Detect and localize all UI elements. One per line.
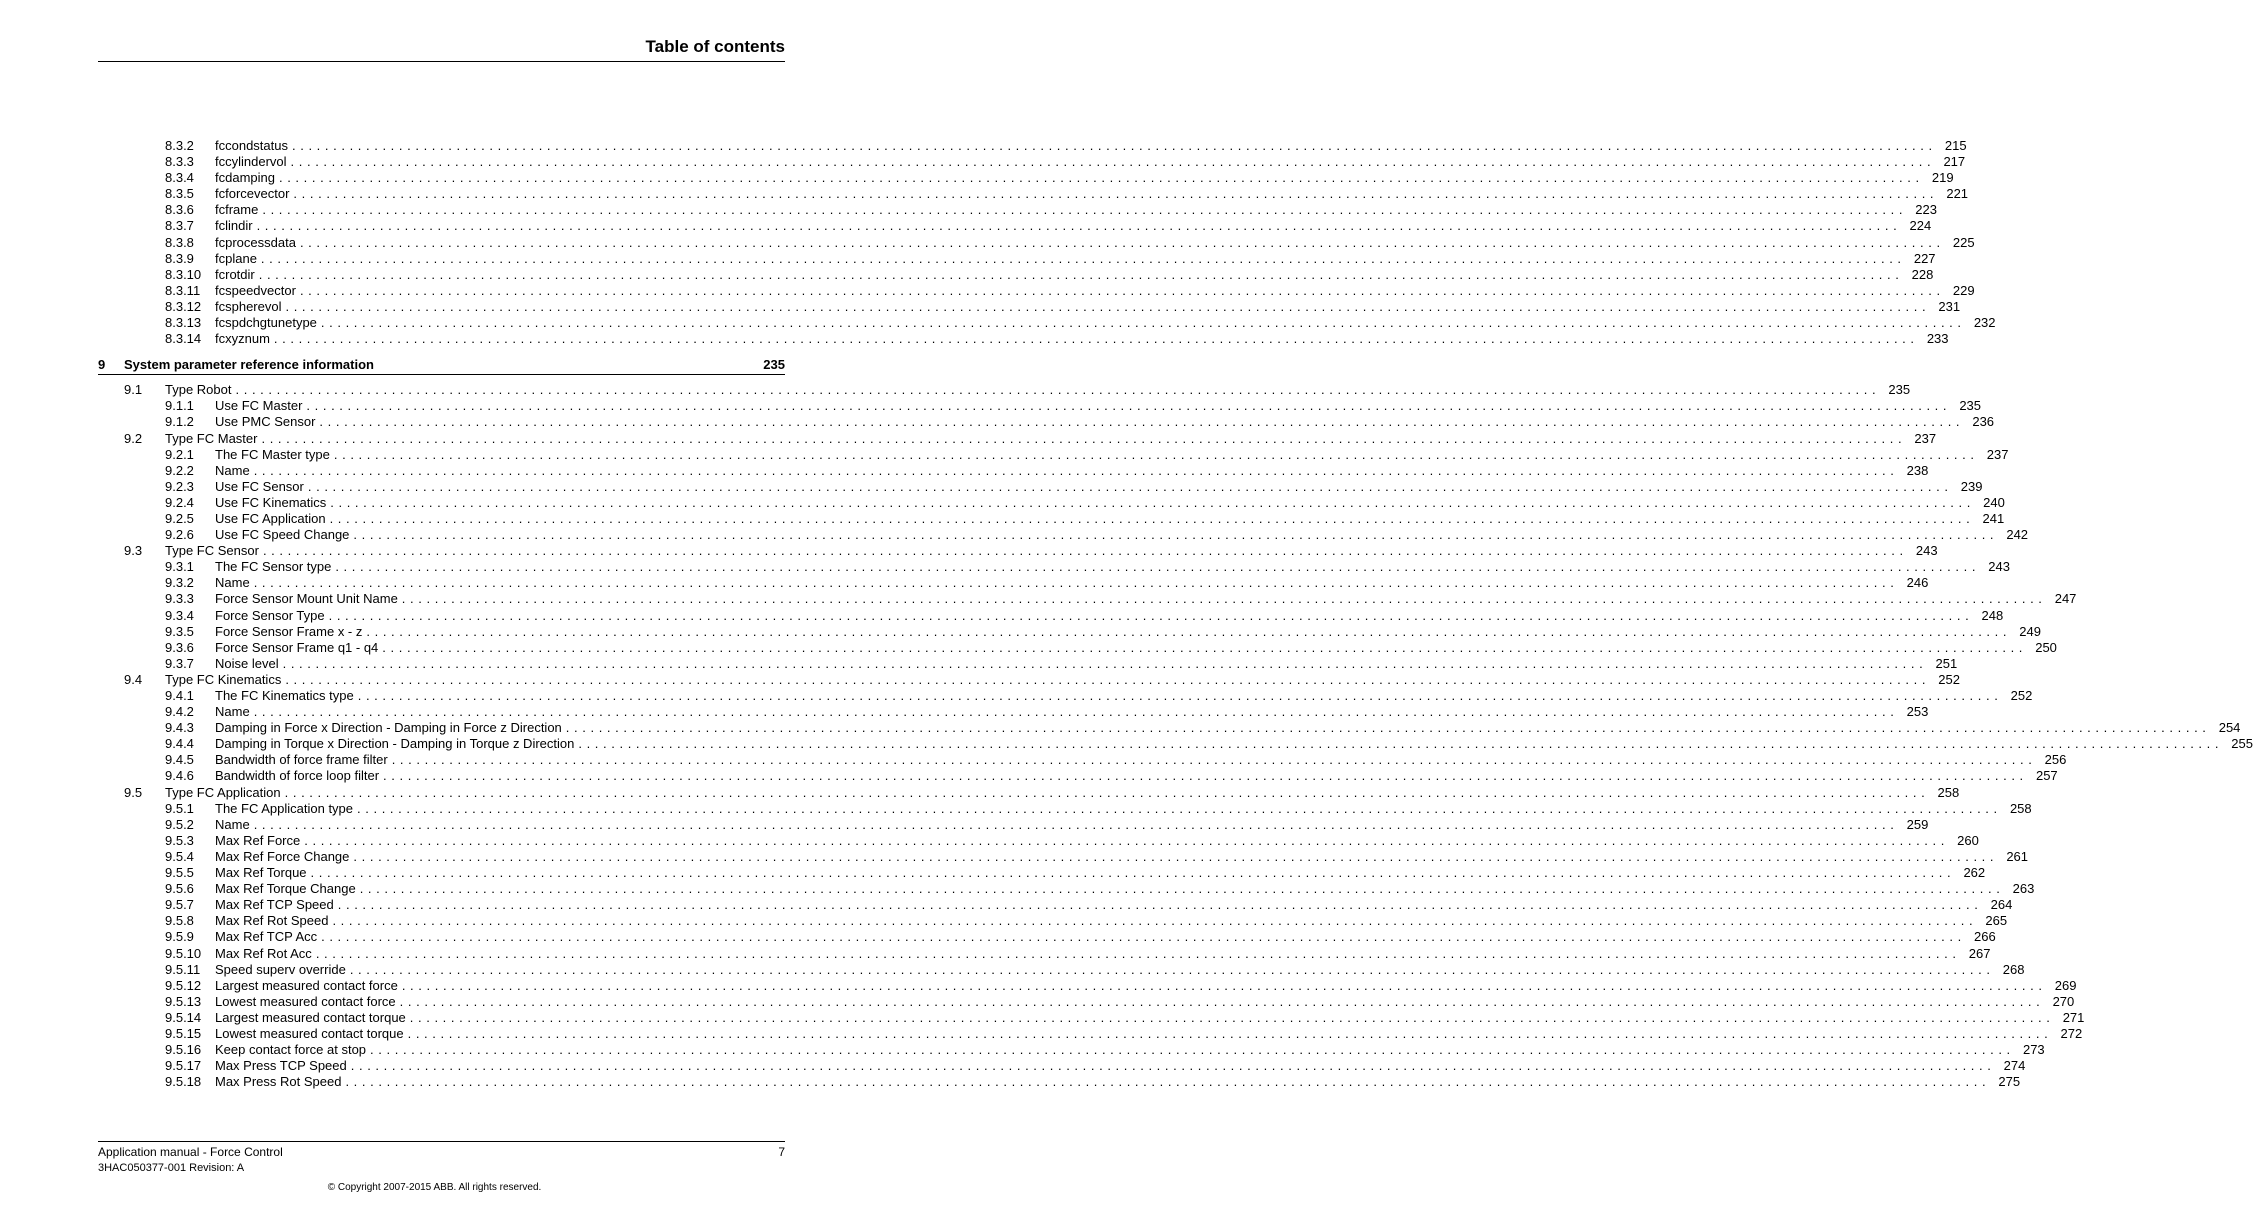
toc-row[interactable] (98, 1042, 2045, 1058)
toc-entry-title: Bandwidth of force loop filter (215, 768, 383, 784)
toc-entry-title: fccondstatus (215, 138, 292, 154)
toc-section-number: 9.5.2 (165, 816, 194, 832)
toc-entry-title: fcxyznum (215, 331, 274, 347)
toc-page-number: 247 (2054, 591, 2077, 607)
toc-section-number: 9.5.12 (165, 977, 202, 993)
toc-page-number: 237 (1914, 430, 1937, 446)
toc-row[interactable] (98, 752, 2067, 768)
toc-dot-leader: . . . . . . . . . . . . . . . . . . . . . . . . . . . . . . . . . . . . . . . . . . . . . . . . . . . . . . . . . . . . . . . . . . . . . . . . . . . . . . . . . . . . . . . . . . . . . . . . . . . . . . . . . . . . . . . . . . . . . . . . . . . . . . . . . . . . . . . . . . . . . . . . . . . . . . . . . . . . . . . . . . . . . . . . . . . . . . . . . . . . . . . . . . . . . . . . . . . . . . . . (299, 234, 1941, 250)
toc-entry-title: Max Press TCP Speed (215, 1058, 351, 1074)
toc-row[interactable] (98, 154, 1966, 170)
toc-page-number: 221 (1946, 186, 1969, 202)
toc-dot-leader: . . . . . . . . . . . . . . . . . . . . . . . . . . . . . . . . . . . . . . . . . . . . . . . . . . . . . . . . . . . . . . . . . . . . . . . . . . . . . . . . . . . . . . . . . . . . . . . . . . . . . . . . . . . . . . . . . . . . . . . . . . . . . . . . . . . . . . . . . . . . . . . . . . . . . . . . . . . . . . . . . . . . . . . . . . . . . . . . . . . . . . . . . . . . . . . . . . . . . . . . (304, 832, 1945, 848)
toc-dot-leader: . . . . . . . . . . . . . . . . . . . . . . . . . . . . . . . . . . . . . . . . . . . . . . . . . . . . . . . . . . . . . . . . . . . . . . . . . . . . . . . . . . . . . . . . . . . . . . . . . . . . . . . . . . . . . . . . . . . . . . . . . . . . . . . . . . . . . . . . . . . . . . . . . . . . . . . . . . . . . . . . . . . . . . . . . . . . . . . . . . . . . . . . . . . . . . . . . . . . . . . . (349, 961, 1991, 977)
toc-dot-leader: . . . . . . . . . . . . . . . . . . . . . . . . . . . . . . . . . . . . . . . . . . . . . . . . . . . . . . . . . . . . . . . . . . . . . . . . . . . . . . . . . . . . . . . . . . . . . . . . . . . . . . . . . . . . . . . . . . . . . . . . . . . . . . . . . . . . . . . . . . . . . . . . . . . . . . . . . . . . . . . . . . . . . . . . . . . . . . . . . . . . . . . . . . . . . . . . . . . . . . . . (330, 494, 1971, 510)
toc-entry-title: fcframe (215, 202, 262, 218)
toc-page-number: 223 (1915, 202, 1937, 218)
toc-page-number: 252 (2010, 688, 2033, 703)
toc-row[interactable] (98, 736, 2253, 752)
toc-dot-leader: . . . . . . . . . . . . . . . . . . . . . . . . . . . . . . . . . . . . . . . . . . . . . . . . . . . . . . . . . . . . . . . . . . . . . . . . . . . . . . . . . . . . . . . . . . . . . . . . . . . . . . . . . . . . . . . . . . . . . . . . . . . . . . . . . . . . . . . . . . . . . . . . . . . . . . . . . . . . . . . . . . . . . . . . . . . . . . . . . . . . . . . . . . . . . . . . . . . . . . . . (407, 1025, 2049, 1041)
toc-section-number: 8.3.11 (165, 282, 201, 298)
toc-entry-title: The FC Kinematics type (215, 688, 358, 704)
toc-entry-title: Type FC Sensor (165, 543, 263, 559)
toc-section-number: 9.4.5 (165, 752, 194, 768)
toc-entry-title: Force Sensor Frame q1 - q4 (215, 640, 382, 656)
toc-row[interactable] (98, 945, 1991, 962)
toc-page-number: 224 (1909, 218, 1932, 234)
toc-entry-title: Largest measured contact torque (215, 1010, 410, 1026)
toc-section-number: 9.1.2 (165, 414, 194, 430)
toc-dot-leader: . . . . . . . . . . . . . . . . . . . . . . . . . . . . . . . . . . . . . . . . . . . . . . . . . . . . . . . . . . . . . . . . . . . . . . . . . . . . . . . . . . . . . . . . . . . . . . . . . . . . . . . . . . . . . . . . . . . . . . . . . . . . . . . . . . . . . . . . . . . . . . . . . . . . . . . . . . . . . . . . . . . . . . . . . . . . . . . . . . . . . . . . . . . . . . . . . . . . . . . . (262, 202, 1903, 218)
toc-dot-leader: . . . . . . . . . . . . . . . . . . . . . . . . . . . . . . . . . . . . . . . . . . . . . . . . . . . . . . . . . . . . . . . . . . . . . . . . . . . . . . . . . . . . . . . . . . . . . . . . . . . . . . . . . . . . . . . . . . . . . . . . . . . . . . . . . . . . . . . . . . . . . . . . . . . . . . . . . . . . . . . . . . . . . . . . . . . . . . . . . . . . . . . . . . . . . . . . . . . . . . . . (278, 170, 1920, 186)
toc-section-number: 8.3.12 (165, 298, 202, 314)
toc-section-number: 9.4.3 (165, 720, 194, 736)
toc-row[interactable] (98, 1074, 2021, 1090)
toc-section-number: 9.3 (124, 543, 143, 559)
toc-dot-leader: . . . . . . . . . . . . . . . . . . . . . . . . . . . . . . . . . . . . . . . . . . . . . . . . . . . . . . . . . . . . . . . . . . . . . . . . . . . . . . . . . . . . . . . . . . . . . . . . . . . . . . . . . . . . . . . . . . . . . . . . . . . . . . . . . . . . . . . . . . . . . . . . . . . . . . . . . . . . . . . . . . . . . . . . . . . . . . . . . . . . . . . . . . . . . . . . . . . . . . . . (391, 752, 2033, 768)
toc-page-number: 228 (1911, 266, 1934, 282)
toc-section-number: 9.5.10 (165, 945, 202, 961)
toc-page-number: 219 (1931, 170, 1954, 186)
toc-row[interactable] (98, 559, 2010, 575)
toc-row[interactable] (98, 913, 2008, 929)
toc-page-number: 243 (1988, 559, 2010, 575)
toc-entry-title: Type Robot (165, 382, 236, 398)
toc-entry-title: fcprocessdata (215, 235, 300, 251)
toc-page-number: 248 (1981, 607, 2004, 623)
toc-row[interactable] (98, 623, 2041, 640)
toc-entry-title: Use FC Master (215, 398, 306, 414)
toc-entry-title: Use FC Sensor (215, 479, 308, 495)
toc-entry-title: Max Ref TCP Acc (215, 929, 321, 945)
toc-row[interactable] (98, 800, 2032, 817)
toc-page-number: 215 (1944, 138, 1967, 153)
toc-page-number: 274 (2003, 1058, 2026, 1074)
toc-entry-title: Max Ref Force Change (215, 849, 353, 865)
toc-section-number: 8.3.14 (165, 331, 202, 347)
toc-row[interactable] (98, 1009, 2085, 1026)
toc-page-number: 231 (1938, 298, 1961, 314)
toc-section-number: 9 (98, 357, 106, 373)
toc-row[interactable] (98, 961, 2025, 978)
toc-section-number: 8.3.4 (165, 170, 194, 186)
toc-page-number: 258 (2009, 800, 2032, 816)
toc-page-number: 272 (2060, 1025, 2083, 1041)
toc-section-number: 9.5.13 (165, 993, 202, 1009)
toc-section-number: 9.3.1 (165, 559, 194, 575)
toc-page-number: 256 (2044, 752, 2067, 768)
toc-dot-leader: . . . . . . . . . . . . . . . . . . . . . . . . . . . . . . . . . . . . . . . . . . . . . . . . . . . . . . . . . . . . . . . . . . . . . . . . . . . . . . . . . . . . . . . . . . . . . . . . . . . . . . . . . . . . . . . . . . . . . . . . . . . . . . . . . . . . . . . . . . . . . . . . . . . . . . . . . . . . . . . . . . . . . . . . . . . . . . . . . . . . . . . . . . . . . . . . . . . . . . . . (409, 1009, 2051, 1025)
toc-entry-title: Type FC Kinematics (165, 672, 285, 688)
toc-row[interactable] (98, 881, 2035, 897)
toc-entry-title: fcspeedvector (215, 283, 300, 299)
toc-entry-title: fcforcevector (215, 186, 293, 202)
toc-row[interactable] (98, 170, 1954, 186)
toc-entry-title: Damping in Torque x Direction - Damping in Torque z Direction (215, 736, 578, 752)
footer-info (98, 1144, 283, 1176)
header-title: Table of contents (645, 37, 785, 56)
toc-dot-leader: . . . . . . . . . . . . . . . . . . . . . . . . . . . . . . . . . . . . . . . . . . . . . . . . . . . . . . . . . . . . . . . . . . . . . . . . . . . . . . . . . . . . . . . . . . . . . . . . . . . . . . . . . . . . . . . . . . . . . . . . . . . . . . . . . . . . . . . . . . . . . . . . . . . . . . . . . . . . . . . . . . . . . . . . . . . . . . . . . . . . . . . . . . . . . . . . . . . . . . . . (306, 398, 1948, 414)
toc-page-number: 261 (2006, 848, 2029, 864)
toc-section-number: 8.3.7 (165, 218, 194, 234)
toc-section-number: 9.5.6 (165, 881, 194, 897)
toc-section-number: 9.2.3 (165, 478, 194, 494)
toc-page-number: 250 (2035, 639, 2057, 655)
toc-entry-title: Largest measured contact force (215, 978, 402, 994)
toc-page-number: 251 (1935, 655, 1958, 671)
toc-page-number: 265 (1985, 913, 2008, 929)
toc-page-number: 235 (763, 357, 785, 373)
toc-entry-title: Name (215, 463, 254, 479)
page-header (98, 36, 785, 62)
toc-dot-leader: . . . . . . . . . . . . . . . . . . . . . . . . . . . . . . . . . . . . . . . . . . . . . . . . . . . . . . . . . . . . . . . . . . . . . . . . . . . . . . . . . . . . . . . . . . . . . . . . . . . . . . . . . . . . . . . . . . . . . . . . . . . . . . . . . . . . . . . . . . . . . . . . . . . . . . . . . . . . . . . . . . . . . . . . . . . . . . . . . . . . . . . . . . . . . . . . . . . . . . . . (262, 543, 1904, 559)
document-id: 3HAC050377-001 Revision: A (98, 1162, 245, 1174)
toc-dot-leader: . . . . . . . . . . . . . . . . . . . . . . . . . . . . . . . . . . . . . . . . . . . . . . . . . . . . . . . . . . . . . . . . . . . . . . . . . . . . . . . . . . . . . . . . . . . . . . . . . . . . . . . . . . . . . . . . . . . . . . . . . . . . . . . . . . . . . . . . . . . . . . . . . . . . . . . . . . . . . . . . . . . . . . . . . . . . . . . . . . . . . . . . . . . . . . . . . . . . . . . . (350, 1058, 1992, 1074)
toc-page-number: 225 (1952, 234, 1975, 250)
toc-section-number: 8.3.13 (165, 315, 202, 331)
toc-entry-title: Lowest measured contact torque (215, 1026, 408, 1042)
toc-row[interactable] (98, 382, 1911, 398)
toc-page-number: 235 (1888, 382, 1911, 398)
toc-section-number: 9.4.2 (165, 704, 194, 720)
toc-row[interactable] (98, 848, 2029, 865)
toc-dot-leader: . . . . . . . . . . . . . . . . . . . . . . . . . . . . . . . . . . . . . . . . . . . . . . . . . . . . . . . . . . . . . . . . . . . . . . . . . . . . . . . . . . . . . . . . . . . . . . . . . . . . . . . . . . . . . . . . . . . . . . . . . . . . . . . . . . . . . . . . . . . . . . . . . . . . . . . . . . . . . . . . . . . . . . . . . . . . . . . . . . . . . . . . . . . . . . . . . . . . . . . . (337, 897, 1979, 913)
toc-dot-leader: . . . . . . . . . . . . . . . . . . . . . . . . . . . . . . . . . . . . . . . . . . . . . . . . . . . . . . . . . . . . . . . . . . . . . . . . . . . . . . . . . . . . . . . . . . . . . . . . . . . . . . . . . . . . . . . . . . . . . . . . . . . . . . . . . . . . . . . . . . . . . . . . . . . . . . . . . . . . . . . . . . . . . . . . . . . . . . . . . . . . . . . . . . . . . . . . . . . . . . . . (401, 591, 2043, 607)
toc-section-number: 8.3.5 (165, 186, 194, 202)
toc-section-number: 8.3.3 (165, 154, 194, 170)
toc-page-number: 262 (1963, 865, 1986, 881)
toc-row[interactable] (98, 1058, 2026, 1074)
toc-dot-leader: . . . . . . . . . . . . . . . . . . . . . . . . . . . . . . . . . . . . . . . . . . . . . . . . . . . . . . . . . . . . . . . . . . . . . . . . . . . . . . . . . . . . . . . . . . . . . . . . . . . . . . . . . . . . . . . . . . . . . . . . . . . . . . . . . . . . . . . . . . . . . . . . . . . . . . . . . . . . . . . . . . . . . . . . . . . . . . . . . . . . . . . . . . . . . . . . . . . . . . . . (353, 527, 1995, 543)
toc-row[interactable] (98, 266, 1934, 283)
toc-row[interactable] (98, 138, 1967, 154)
toc-page-number: 267 (1968, 945, 1991, 961)
toc-section-number: 9.2.6 (165, 527, 194, 543)
toc-section-number: 9.2.1 (165, 446, 194, 462)
toc-page-number: 235 (1959, 398, 1982, 414)
toc-dot-leader: . . . . . . . . . . . . . . . . . . . . . . . . . . . . . . . . . . . . . . . . . . . . . . . . . . . . . . . . . . . . . . . . . . . . . . . . . . . . . . . . . . . . . . . . . . . . . . . . . . . . . . . . . . . . . . . . . . . . . . . . . . . . . . . . . . . . . . . . . . . . . . . . . . . . . . . . . . . . . . . . . . . . . . . . . . . . . . . . . . . . . . . . . . . . . . . . . . . . . . . . (345, 1074, 1987, 1090)
toc-section-number: 9.2.5 (165, 510, 194, 526)
toc-dot-leader: . . . . . . . . . . . . . . . . . . . . . . . . . . . . . . . . . . . . . . . . . . . . . . . . . . . . . . . . . . . . . . . . . . . . . . . . . . . . . . . . . . . . . . . . . . . . . . . . . . . . . . . . . . . . . . . . . . . . . . . . . . . . . . . . . . . . . . . . . . . . . . . . . . . . . . . . . . . . . . . . . . . . . . . . . . . . . . . . . . . . . . . . . . . . . . . . . . . . . . . . (284, 784, 1926, 800)
toc-row[interactable] (98, 315, 1996, 331)
toc-dot-leader: . . . . . . . . . . . . . . . . . . . . . . . . . . . . . . . . . . . . . . . . . . . . . . . . . . . . . . . . . . . . . . . . . . . . . . . . . . . . . . . . . . . . . . . . . . . . . . . . . . . . . . . . . . . . . . . . . . . . . . . . . . . . . . . . . . . . . . . . . . . . . . . . . . . . . . . . . . . . . . . . . . . . . . . . . . . . . . . . . . . . . . . . . . . . . . . . . . . . . . . . (307, 478, 1949, 494)
toc-section-number: 9.5.9 (165, 929, 194, 945)
toc-page-number: 269 (2054, 977, 2077, 993)
toc-row[interactable] (98, 993, 2075, 1010)
toc-page-number: 273 (2022, 1042, 2045, 1058)
toc-entry-title: Noise level (215, 656, 283, 672)
toc-dot-leader: . . . . . . . . . . . . . . . . . . . . . . . . . . . . . . . . . . . . . . . . . . . . . . . . . . . . . . . . . . . . . . . . . . . . . . . . . . . . . . . . . . . . . . . . . . . . . . . . . . . . . . . . . . . . . . . . . . . . . . . . . . . . . . . . . . . . . . . . . . . . . . . . . . . . . . . . . . . . . . . . . . . . . . . . . . . . . . . . . . . . . . . . . . . . . . . . . . . . . . . . (253, 704, 1895, 720)
toc-section-number: 9.4.1 (165, 688, 194, 703)
toc-row[interactable] (98, 298, 1961, 315)
toc-dot-leader: . . . . . . . . . . . . . . . . . . . . . . . . . . . . . . . . . . . . . . . . . . . . . . . . . . . . . . . . . . . . . . . . . . . . . . . . . . . . . . . . . . . . . . . . . . . . . . . . . . . . . . . . . . . . . . . . . . . . . . . . . . . . . . . . . . . . . . . . . . . . . . . . . . . . . . . . . . . . . . . . . . . . . . . . . . . . . . . . . . . . . . . . . . . . . . . . . . . . . . . . (282, 655, 1924, 671)
toc-dot-leader: . . . . . . . . . . . . . . . . . . . . . . . . . . . . . . . . . . . . . . . . . . . . . . . . . . . . . . . . . . . . . . . . . . . . . . . . . . . . . . . . . . . . . . . . . . . . . . . . . . . . . . . . . . . . . . . . . . . . . . . . . . . . . . . . . . . . . . . . . . . . . . . . . . . . . . . . . . . . . . . . . . . . . . . . . . . . . . . . . . . . . . . . . . . . . . . . . . . . . . . . (253, 816, 1895, 832)
toc-page-number: 275 (1998, 1074, 2021, 1090)
toc-dot-leader: . . . . . . . . . . . . . . . . . . . . . . . . . . . . . . . . . . . . . . . . . . . . . . . . . . . . . . . . . . . . . . . . . . . . . . . . . . . . . . . . . . . . . . . . . . . . . . . . . . . . . . . . . . . . . . . . . . . . . . . . . . . . . . . . . . . . . . . . . . . . . . . . . . . . . . . . . . . . . . . . . . . . . . . . . . . . . . . . . . . . . . . . . . . . . . . . . . . . . . . . (565, 720, 2207, 736)
toc-entry-title: fcdamping (215, 170, 279, 186)
toc-section-number: 9.3.6 (165, 639, 194, 655)
toc-entry-title: Name (215, 704, 254, 720)
toc-section-number: 9.5.17 (165, 1058, 202, 1074)
toc-dot-leader: . . . . . . . . . . . . . . . . . . . . . . . . . . . . . . . . . . . . . . . . . . . . . . . . . . . . . . . . . . . . . . . . . . . . . . . . . . . . . . . . . . . . . . . . . . . . . . . . . . . . . . . . . . . . . . . . . . . . . . . . . . . . . . . . . . . . . . . . . . . . . . . . . . . . . . . . . . . . . . . . . . . . . . . . . . . . . . . . . . . . . . . . . . . . . . . . . . . . . . . . (299, 282, 1941, 298)
toc-section-number: 9.3.7 (165, 655, 194, 671)
table-of-contents (98, 138, 2253, 1090)
toc-entry-title: The FC Application type (215, 801, 357, 817)
toc-page-number: 238 (1906, 462, 1929, 478)
toc-entry-title: Max Ref Torque Change (215, 881, 360, 897)
toc-page-number: 268 (2002, 961, 2025, 977)
toc-row[interactable] (98, 478, 1983, 495)
toc-section-number: 9.5.15 (165, 1025, 202, 1041)
toc-page-number: 246 (1906, 575, 1929, 591)
toc-entry-title: Max Ref TCP Speed (215, 897, 338, 913)
toc-entry-title: Max Ref Force (215, 833, 304, 849)
toc-row[interactable] (98, 832, 1979, 849)
toc-row[interactable] (98, 462, 1929, 479)
toc-entry-title: fcspherevol (215, 299, 285, 315)
toc-entry-title: Use FC Kinematics (215, 495, 330, 511)
toc-row[interactable] (98, 1025, 2083, 1042)
toc-section-number: 9.5.11 (165, 961, 201, 977)
toc-entry-title: Force Sensor Mount Unit Name (215, 591, 402, 607)
toc-entry-title: Name (215, 817, 254, 833)
toc-entry-title: fccylindervol (215, 154, 291, 170)
toc-section-number: 9.1 (124, 382, 143, 398)
toc-page-number: 239 (1960, 478, 1983, 494)
toc-dot-leader: . . . . . . . . . . . . . . . . . . . . . . . . . . . . . . . . . . . . . . . . . . . . . . . . . . . . . . . . . . . . . . . . . . . . . . . . . . . . . . . . . . . . . . . . . . . . . . . . . . . . . . . . . . . . . . . . . . . . . . . . . . . . . . . . . . . . . . . . . . . . . . . . . . . . . . . . . . . . . . . . . . . . . . . . . . . . . . . . . . . . . . . . . . . . . . . . . . . . . . . . (383, 768, 2024, 784)
toc-dot-leader: . . . . . . . . . . . . . . . . . . . . . . . . . . . . . . . . . . . . . . . . . . . . . . . . . . . . . . . . . . . . . . . . . . . . . . . . . . . . . . . . . . . . . . . . . . . . . . . . . . . . . . . . . . . . . . . . . . . . . . . . . . . . . . . . . . . . . . . . . . . . . . . . . . . . . . . . . . . . . . . . . . . . . . . . . . . . . . . . . . . . . . . . . . . . . . . . . . . . . . . . (578, 736, 2219, 752)
toc-page-number: 237 (1986, 446, 2009, 462)
toc-entry-title: Type FC Application (165, 785, 285, 801)
toc-entry-title: Lowest measured contact force (215, 994, 400, 1010)
toc-row[interactable] (98, 218, 1932, 234)
toc-section-number: 9.5.7 (165, 897, 194, 913)
toc-row[interactable] (98, 977, 2077, 994)
toc-row[interactable] (98, 688, 2033, 704)
toc-dot-leader: . . . . . . . . . . . . . . . . . . . . . . . . . . . . . . . . . . . . . . . . . . . . . . . . . . . . . . . . . . . . . . . . . . . . . . . . . . . . . . . . . . . . . . . . . . . . . . . . . . . . . . . . . . . . . . . . . . . . . . . . . . . . . . . . . . . . . . . . . . . . . . . . . . . . . . . . . . . . . . . . . . . . . . . . . . . . . . . . . . . . . . . . . . . . . . . . . . . . . . . . (320, 315, 1962, 331)
toc-section-number: 9.5.18 (165, 1074, 202, 1090)
toc-page-number: 249 (2019, 623, 2041, 639)
toc-chapter-row[interactable] (98, 355, 785, 375)
toc-entry-title: System parameter reference information (124, 357, 374, 373)
toc-entry-title: Use PMC Sensor (215, 414, 319, 430)
toc-entry-title: Damping in Force x Direction - Damping in Force z Direction (215, 720, 566, 736)
toc-entry-title: Force Sensor Frame x - z (215, 624, 366, 640)
toc-page-number: 252 (1938, 671, 1960, 687)
toc-row[interactable] (98, 202, 1937, 218)
toc-section-number: 9.4.4 (165, 736, 194, 752)
toc-row[interactable] (98, 671, 1960, 688)
toc-entry-title: Max Press Rot Speed (215, 1074, 345, 1090)
toc-dot-leader: . . . . . . . . . . . . . . . . . . . . . . . . . . . . . . . . . . . . . . . . . . . . . . . . . . . . . . . . . . . . . . . . . . . . . . . . . . . . . . . . . . . . . . . . . . . . . . . . . . . . . . . . . . . . . . . . . . . . . . . . . . . . . . . . . . . . . . . . . . . . . . . . . . . . . . . . . . . . . . . . . . . . . . . . . . . . . . . . . . . . . . . . . . . . . . . . . . . . . . . . (359, 881, 2001, 897)
toc-dot-leader: . . . . . . . . . . . . . . . . . . . . . . . . . . . . . . . . . . . . . . . . . . . . . . . . . . . . . . . . . . . . . . . . . . . . . . . . . . . . . . . . . . . . . . . . . . . . . . . . . . . . . . . . . . . . . . . . . . . . . . . . . . . . . . . . . . . . . . . . . . . . . . . . . . . . . . . . . . . . . . . . . . . . . . . . . . . . . . . . . . . . . . . . . . . . . . . . . . . . . . . . (285, 298, 1927, 314)
toc-page-number: 258 (1937, 784, 1960, 800)
toc-dot-leader: . . . . . . . . . . . . . . . . . . . . . . . . . . . . . . . . . . . . . . . . . . . . . . . . . . . . . . . . . . . . . . . . . . . . . . . . . . . . . . . . . . . . . . . . . . . . . . . . . . . . . . . . . . . . . . . . . . . . . . . . . . . . . . . . . . . . . . . . . . . . . . . . . . . . . . . . . . . . . . . . . . . . . . . . . . . . . . . . . . . . . . . . . . . . . . . . . . . . . . . . (357, 800, 1998, 816)
toc-row[interactable] (98, 865, 1986, 881)
toc-section-number: 9.2.2 (165, 462, 194, 478)
toc-dot-leader: . . . . . . . . . . . . . . . . . . . . . . . . . . . . . . . . . . . . . . . . . . . . . . . . . . . . . . . . . . . . . . . . . . . . . . . . . . . . . . . . . . . . . . . . . . . . . . . . . . . . . . . . . . . . . . . . . . . . . . . . . . . . . . . . . . . . . . . . . . . . . . . . . . . . . . . . . . . . . . . . . . . . . . . . . . . . . . . . . . . . . . . . . . . . . . . . . . . . . . . . (382, 639, 2023, 655)
toc-row[interactable] (98, 591, 2077, 607)
toc-section-number: 8.3.2 (165, 138, 194, 153)
copyright-notice: © Copyright 2007-2015 ABB. All rights reserved. (327, 1182, 542, 1193)
toc-page-number: 243 (1915, 543, 1938, 559)
toc-section-number: 8.3.8 (165, 234, 194, 250)
toc-row[interactable] (98, 494, 2005, 511)
toc-dot-leader: . . . . . . . . . . . . . . . . . . . . . . . . . . . . . . . . . . . . . . . . . . . . . . . . . . . . . . . . . . . . . . . . . . . . . . . . . . . . . . . . . . . . . . . . . . . . . . . . . . . . . . . . . . . . . . . . . . . . . . . . . . . . . . . . . . . . . . . . . . . . . . . . . . . . . . . . . . . . . . . . . . . . . . . . . . . . . . . . . . . . . . . . . . . . . . . . . . . . . . . . (256, 218, 1898, 234)
toc-section-number: 9.3.5 (165, 623, 194, 639)
toc-dot-leader: . . . . . . . . . . . . . . . . . . . . . . . . . . . . . . . . . . . . . . . . . . . . . . . . . . . . . . . . . . . . . . . . . . . . . . . . . . . . . . . . . . . . . . . . . . . . . . . . . . . . . . . . . . . . . . . . . . . . . . . . . . . . . . . . . . . . . . . . . . . . . . . . . . . . . . . . . . . . . . . . . . . . . . . . . . . . . . . . . . . . . . . . . . . . . . . . . . . . . . . . (292, 138, 1933, 153)
toc-entry-title: Keep contact force at stop (215, 1042, 370, 1058)
toc-entry-title: fcspdchgtunetype (215, 315, 321, 331)
toc-page-number: 242 (2006, 527, 2029, 543)
toc-page-number: 259 (1906, 816, 1929, 832)
toc-dot-leader: . . . . . . . . . . . . . . . . . . . . . . . . . . . . . . . . . . . . . . . . . . . . . . . . . . . . . . . . . . . . . . . . . . . . . . . . . . . . . . . . . . . . . . . . . . . . . . . . . . . . . . . . . . . . . . . . . . . . . . . . . . . . . . . . . . . . . . . . . . . . . . . . . . . . . . . . . . . . . . . . . . . . . . . . . . . . . . . . . . . . . . . . . . . . . . . . . . . . . . . . (258, 266, 1900, 282)
toc-dot-leader: . . . . . . . . . . . . . . . . . . . . . . . . . . . . . . . . . . . . . . . . . . . . . . . . . . . . . . . . . . . . . . . . . . . . . . . . . . . . . . . . . . . . . . . . . . . . . . . . . . . . . . . . . . . . . . . . . . . . . . . . . . . . . . . . . . . . . . . . . . . . . . . . . . . . . . . . . . . . . . . . . . . . . . . . . . . . . . . . . . . . . . . . . . . . . . . . . . . . . . . . (370, 1042, 2011, 1058)
toc-dot-leader: . . . . . . . . . . . . . . . . . . . . . . . . . . . . . . . . . . . . . . . . . . . . . . . . . . . . . . . . . . . . . . . . . . . . . . . . . . . . . . . . . . . . . . . . . . . . . . . . . . . . . . . . . . . . . . . . . . . . . . . . . . . . . . . . . . . . . . . . . . . . . . . . . . . . . . . . . . . . . . . . . . . . . . . . . . . . . . . . . . . . . . . . . . . . . . . . . . . . . . . . (332, 913, 1974, 929)
toc-dot-leader: . . . . . . . . . . . . . . . . . . . . . . . . . . . . . . . . . . . . . . . . . . . . . . . . . . . . . . . . . . . . . . . . . . . . . . . . . . . . . . . . . . . . . . . . . . . . . . . . . . . . . . . . . . . . . . . . . . . . . . . . . . . . . . . . . . . . . . . . . . . . . . . . . . . . . . . . . . . . . . . . . . . . . . . . . . . . . . . . . . . . . . . . . . . . . . . . . . . . . . . . (328, 607, 1970, 623)
toc-dot-leader: . . . . . . . . . . . . . . . . . . . . . . . . . . . . . . . . . . . . . . . . . . . . . . . . . . . . . . . . . . . . . . . . . . . . . . . . . . . . . . . . . . . . . . . . . . . . . . . . . . . . . . . . . . . . . . . . . . . . . . . . . . . . . . . . . . . . . . . . . . . . . . . . . . . . . . . . . . . . . . . . . . . . . . . . . . . . . . . . . . . . . . . . . . . . . . . . . . . . . . . . (353, 848, 1995, 864)
toc-page-number: 254 (2218, 720, 2241, 736)
toc-dot-leader: . . . . . . . . . . . . . . . . . . . . . . . . . . . . . . . . . . . . . . . . . . . . . . . . . . . . . . . . . . . . . . . . . . . . . . . . . . . . . . . . . . . . . . . . . . . . . . . . . . . . . . . . . . . . . . . . . . . . . . . . . . . . . . . . . . . . . . . . . . . . . . . . . . . . . . . . . . . . . . . . . . . . . . . . . . . . . . . . . . . . . . . . . . . . . . . . . . . . . . . . (285, 671, 1926, 687)
toc-entry-title: fclindir (215, 218, 257, 234)
toc-dot-leader: . . . . . . . . . . . . . . . . . . . . . . . . . . . . . . . . . . . . . . . . . . . . . . . . . . . . . . . . . . . . . . . . . . . . . . . . . . . . . . . . . . . . . . . . . . . . . . . . . . . . . . . . . . . . . . . . . . . . . . . . . . . . . . . . . . . . . . . . . . . . . . . . . . . . . . . . . . . . . . . . . . . . . . . . . . . . . . . . . . . . . . . . . . . . . . . . . . . . . . . . (333, 446, 1975, 462)
toc-entry-title: Max Ref Rot Speed (215, 913, 332, 929)
toc-section-number: 9.1.1 (165, 398, 194, 414)
toc-page-number: 236 (1972, 414, 1995, 430)
toc-page-number: 232 (1973, 315, 1996, 331)
toc-dot-leader: . . . . . . . . . . . . . . . . . . . . . . . . . . . . . . . . . . . . . . . . . . . . . . . . . . . . . . . . . . . . . . . . . . . . . . . . . . . . . . . . . . . . . . . . . . . . . . . . . . . . . . . . . . . . . . . . . . . . . . . . . . . . . . . . . . . . . . . . . . . . . . . . . . . . . . . . . . . . . . . . . . . . . . . . . . . . . . . . . . . . . . . . . . . . . . . . . . . . . . . . (335, 559, 1976, 575)
toc-section-number: 8.3.6 (165, 202, 194, 218)
toc-page-number: 227 (1913, 250, 1936, 266)
toc-dot-leader: . . . . . . . . . . . . . . . . . . . . . . . . . . . . . . . . . . . . . . . . . . . . . . . . . . . . . . . . . . . . . . . . . . . . . . . . . . . . . . . . . . . . . . . . . . . . . . . . . . . . . . . . . . . . . . . . . . . . . . . . . . . . . . . . . . . . . . . . . . . . . . . . . . . . . . . . . . . . . . . . . . . . . . . . . . . . . . . . . . . . . . . . . . . . . . . . . . . . . . . . (319, 414, 1961, 430)
toc-row[interactable] (98, 704, 1929, 720)
toc-section-number: 9.4 (124, 671, 143, 687)
toc-dot-leader: . . . . . . . . . . . . . . . . . . . . . . . . . . . . . . . . . . . . . . . . . . . . . . . . . . . . . . . . . . . . . . . . . . . . . . . . . . . . . . . . . . . . . . . . . . . . . . . . . . . . . . . . . . . . . . . . . . . . . . . . . . . . . . . . . . . . . . . . . . . . . . . . . . . . . . . . . . . . . . . . . . . . . . . . . . . . . . . . . . . . . . . . . . . . . . . . . . . . . . . . (310, 865, 1952, 881)
toc-entry-title: Force Sensor Type (215, 608, 329, 624)
toc-dot-leader: . . . . . . . . . . . . . . . . . . . . . . . . . . . . . . . . . . . . . . . . . . . . . . . . . . . . . . . . . . . . . . . . . . . . . . . . . . . . . . . . . . . . . . . . . . . . . . . . . . . . . . . . . . . . . . . . . . . . . . . . . . . . . . . . . . . . . . . . . . . . . . . . . . . . . . . . . . . . . . . . . . . . . . . . . . . . . . . . . . . . . . . . . . . . . . . . . . . . . . . . (366, 623, 2007, 639)
toc-row[interactable] (98, 331, 1949, 347)
toc-row[interactable] (98, 398, 1982, 414)
toc-dot-leader: . . . . . . . . . . . . . . . . . . . . . . . . . . . . . . . . . . . . . . . . . . . . . . . . . . . . . . . . . . . . . . . . . . . . . . . . . . . . . . . . . . . . . . . . . . . . . . . . . . . . . . . . . . . . . . . . . . . . . . . . . . . . . . . . . . . . . . . . . . . . . . . . . . . . . . . . . . . . . . . . . . . . . . . . . . . . . . . . . . . . . . . . . . . . . . . . . . . . . . . . (401, 977, 2043, 993)
toc-section-number: 9.5.3 (165, 832, 194, 848)
toc-page-number: 217 (1943, 154, 1966, 170)
toc-row[interactable] (98, 816, 1929, 833)
toc-dot-leader: . . . . . . . . . . . . . . . . . . . . . . . . . . . . . . . . . . . . . . . . . . . . . . . . . . . . . . . . . . . . . . . . . . . . . . . . . . . . . . . . . . . . . . . . . . . . . . . . . . . . . . . . . . . . . . . . . . . . . . . . . . . . . . . . . . . . . . . . . . . . . . . . . . . . . . . . . . . . . . . . . . . . . . . . . . . . . . . . . . . . . . . . . . . . . . . . . . . . . . . . (399, 993, 2041, 1009)
toc-row[interactable] (98, 543, 1938, 559)
toc-row[interactable] (98, 607, 2004, 624)
toc-dot-leader: . . . . . . . . . . . . . . . . . . . . . . . . . . . . . . . . . . . . . . . . . . . . . . . . . . . . . . . . . . . . . . . . . . . . . . . . . . . . . . . . . . . . . . . . . . . . . . . . . . . . . . . . . . . . . . . . . . . . . . . . . . . . . . . . . . . . . . . . . . . . . . . . . . . . . . . . . . . . . . . . . . . . . . . . . . . . . . . . . . . . . . . . . . . . . . . . . . . . . . . . (253, 462, 1895, 478)
toc-dot-leader: . . . . . . . . . . . . . . . . . . . . . . . . . . . . . . . . . . . . . . . . . . . . . . . . . . . . . . . . . . . . . . . . . . . . . . . . . . . . . . . . . . . . . . . . . . . . . . . . . . . . . . . . . . . . . . . . . . . . . . . . . . . . . . . . . . . . . . . . . . . . . . . . . . . . . . . . . . . . . . . . . . . . . . . . . . . . . . . . . . . . . . . . . . . . . . . . . . . . . . . . (235, 382, 1877, 398)
toc-page-number: 255 (2231, 736, 2253, 752)
toc-row[interactable] (98, 430, 1937, 447)
toc-section-number: 9.5.16 (165, 1042, 202, 1058)
toc-dot-leader: . . . . . . . . . . . . . . . . . . . . . . . . . . . . . . . . . . . . . . . . . . . . . . . . . . . . . . . . . . . . . . . . . . . . . . . . . . . . . . . . . . . . . . . . . . . . . . . . . . . . . . . . . . . . . . . . . . . . . . . . . . . . . . . . . . . . . . . . . . . . . . . . . . . . . . . . . . . . . . . . . . . . . . . . . . . . . . . . . . . . . . . . . . . . . . . . . . . . . . . . (293, 186, 1935, 202)
toc-row[interactable] (98, 575, 1929, 591)
toc-section-number: 9.3.2 (165, 575, 194, 591)
toc-dot-leader: . . . . . . . . . . . . . . . . . . . . . . . . . . . . . . . . . . . . . . . . . . . . . . . . . . . . . . . . . . . . . . . . . . . . . . . . . . . . . . . . . . . . . . . . . . . . . . . . . . . . . . . . . . . . . . . . . . . . . . . . . . . . . . . . . . . . . . . . . . . . . . . . . . . . . . . . . . . . . . . . . . . . . . . . . . . . . . . . . . . . . . . . . . . . . . . . . . . . . . . . (261, 430, 1903, 446)
toc-page-number: 270 (2052, 993, 2075, 1009)
toc-row[interactable] (98, 446, 2009, 463)
toc-page-number: 260 (1957, 832, 1979, 848)
toc-row[interactable] (98, 897, 2013, 913)
toc-section-number: 8.3.10 (165, 266, 202, 282)
toc-row[interactable] (98, 929, 1996, 945)
toc-entry-title: Max Ref Rot Acc (215, 946, 316, 962)
toc-dot-leader: . . . . . . . . . . . . . . . . . . . . . . . . . . . . . . . . . . . . . . . . . . . . . . . . . . . . . . . . . . . . . . . . . . . . . . . . . . . . . . . . . . . . . . . . . . . . . . . . . . . . . . . . . . . . . . . . . . . . . . . . . . . . . . . . . . . . . . . . . . . . . . . . . . . . . . . . . . . . . . . . . . . . . . . . . . . . . . . . . . . . . . . . . . . . . . . . . . . . . . . . (321, 929, 1962, 945)
toc-page-number: 233 (1926, 331, 1949, 347)
toc-row[interactable] (98, 250, 1936, 267)
toc-entry-title: Name (215, 575, 254, 591)
toc-row[interactable] (98, 510, 2005, 527)
toc-section-number: 9.5.4 (165, 848, 194, 864)
toc-section-number: 9.3.3 (165, 591, 194, 607)
toc-section-number: 9.5 (124, 784, 143, 800)
toc-entry-title: The FC Sensor type (215, 559, 335, 575)
toc-row[interactable] (98, 655, 1958, 672)
toc-dot-leader: . . . . . . . . . . . . . . . . . . . . . . . . . . . . . . . . . . . . . . . . . . . . . . . . . . . . . . . . . . . . . . . . . . . . . . . . . . . . . . . . . . . . . . . . . . . . . . . . . . . . . . . . . . . . . . . . . . . . . . . . . . . . . . . . . . . . . . . . . . . . . . . . . . . . . . . . . . . . . . . . . . . . . . . . . . . . . . . . . . . . . . . . . . . . . . . . . . . . . . . . (357, 688, 1999, 703)
toc-entry-title: Use FC Speed Change (215, 527, 353, 543)
toc-page-number: 253 (1906, 704, 1929, 720)
toc-row[interactable] (98, 639, 2057, 656)
toc-section-number: 9.5.5 (165, 865, 194, 881)
toc-entry-title: Bandwidth of force frame filter (215, 752, 392, 768)
toc-section-number: 9.2.4 (165, 494, 194, 510)
toc-dot-leader: . . . . . . . . . . . . . . . . . . . . . . . . . . . . . . . . . . . . . . . . . . . . . . . . . . . . . . . . . . . . . . . . . . . . . . . . . . . . . . . . . . . . . . . . . . . . . . . . . . . . . . . . . . . . . . . . . . . . . . . . . . . . . . . . . . . . . . . . . . . . . . . . . . . . . . . . . . . . . . . . . . . . . . . . . . . . . . . . . . . . . . . . . . . . . . . . . . . . . . . . (329, 510, 1971, 526)
toc-page-number: 240 (1983, 494, 2005, 510)
toc-dot-leader: . . . . . . . . . . . . . . . . . . . . . . . . . . . . . . . . . . . . . . . . . . . . . . . . . . . . . . . . . . . . . . . . . . . . . . . . . . . . . . . . . . . . . . . . . . . . . . . . . . . . . . . . . . . . . . . . . . . . . . . . . . . . . . . . . . . . . . . . . . . . . . . . . . . . . . . . . . . . . . . . . . . . . . . . . . . . . . . . . . . . . . . . . . . . . . . . . . . . . . . . (315, 945, 1957, 961)
page-footer (98, 1141, 785, 1174)
toc-section-number: 9.2 (124, 430, 143, 446)
toc-row[interactable] (98, 720, 2241, 736)
toc-section-number: 9.5.1 (165, 800, 194, 816)
toc-row[interactable] (98, 234, 1975, 251)
toc-row[interactable] (98, 186, 1969, 202)
toc-section-number: 9.5.8 (165, 913, 194, 929)
toc-page-number: 229 (1952, 282, 1975, 298)
toc-page-number: 257 (2035, 768, 2058, 784)
toc-section-number: 8.3.9 (165, 250, 194, 266)
toc-row[interactable] (98, 527, 2029, 543)
toc-entry-title: Use FC Application (215, 511, 330, 527)
toc-section-number: 9.5.14 (165, 1009, 202, 1025)
toc-row[interactable] (98, 784, 1960, 801)
toc-row[interactable] (98, 414, 1995, 430)
toc-section-number: 9.3.4 (165, 607, 194, 623)
toc-entry-title: Max Ref Torque (215, 865, 311, 881)
toc-entry-title: Speed superv override (215, 962, 350, 978)
toc-row[interactable] (98, 768, 2058, 784)
toc-entry-title: fcrotdir (215, 267, 259, 283)
toc-dot-leader: . . . . . . . . . . . . . . . . . . . . . . . . . . . . . . . . . . . . . . . . . . . . . . . . . . . . . . . . . . . . . . . . . . . . . . . . . . . . . . . . . . . . . . . . . . . . . . . . . . . . . . . . . . . . . . . . . . . . . . . . . . . . . . . . . . . . . . . . . . . . . . . . . . . . . . . . . . . . . . . . . . . . . . . . . . . . . . . . . . . . . . . . . . . . . . . . . . . . . . . . (253, 575, 1895, 591)
toc-section-number: 9.4.6 (165, 768, 194, 784)
toc-entry-title: fcplane (215, 251, 261, 267)
manual-title: Application manual - Force Control (98, 1145, 283, 1159)
toc-entry-title: Type FC Master (165, 431, 261, 447)
toc-entry-title: The FC Master type (215, 447, 334, 463)
toc-dot-leader: . . . . . . . . . . . . . . . . . . . . . . . . . . . . . . . . . . . . . . . . . . . . . . . . . . . . . . . . . . . . . . . . . . . . . . . . . . . . . . . . . . . . . . . . . . . . . . . . . . . . . . . . . . . . . . . . . . . . . . . . . . . . . . . . . . . . . . . . . . . . . . . . . . . . . . . . . . . . . . . . . . . . . . . . . . . . . . . . . . . . . . . . . . . . . . . . . . . . . . . . (290, 154, 1932, 170)
toc-page-number: 271 (2062, 1009, 2085, 1025)
toc-page-number: 264 (1990, 897, 2013, 913)
page-number: 7 (778, 1145, 785, 1159)
toc-row[interactable] (98, 282, 1975, 299)
toc-page-number: 263 (2012, 881, 2035, 897)
toc-dot-leader: . . . . . . . . . . . . . . . . . . . . . . . . . . . . . . . . . . . . . . . . . . . . . . . . . . . . . . . . . . . . . . . . . . . . . . . . . . . . . . . . . . . . . . . . . . . . . . . . . . . . . . . . . . . . . . . . . . . . . . . . . . . . . . . . . . . . . . . . . . . . . . . . . . . . . . . . . . . . . . . . . . . . . . . . . . . . . . . . . . . . . . . . . . . . . . . . . . . . . . . . (260, 250, 1902, 266)
toc-page-number: 241 (1982, 510, 2005, 526)
toc-dot-leader: . . . . . . . . . . . . . . . . . . . . . . . . . . . . . . . . . . . . . . . . . . . . . . . . . . . . . . . . . . . . . . . . . . . . . . . . . . . . . . . . . . . . . . . . . . . . . . . . . . . . . . . . . . . . . . . . . . . . . . . . . . . . . . . . . . . . . . . . . . . . . . . . . . . . . . . . . . . . . . . . . . . . . . . . . . . . . . . . . . . . . . . . . . . . . . . . . . . . . . . . (273, 331, 1915, 347)
toc-page-number: 266 (1974, 929, 1996, 945)
